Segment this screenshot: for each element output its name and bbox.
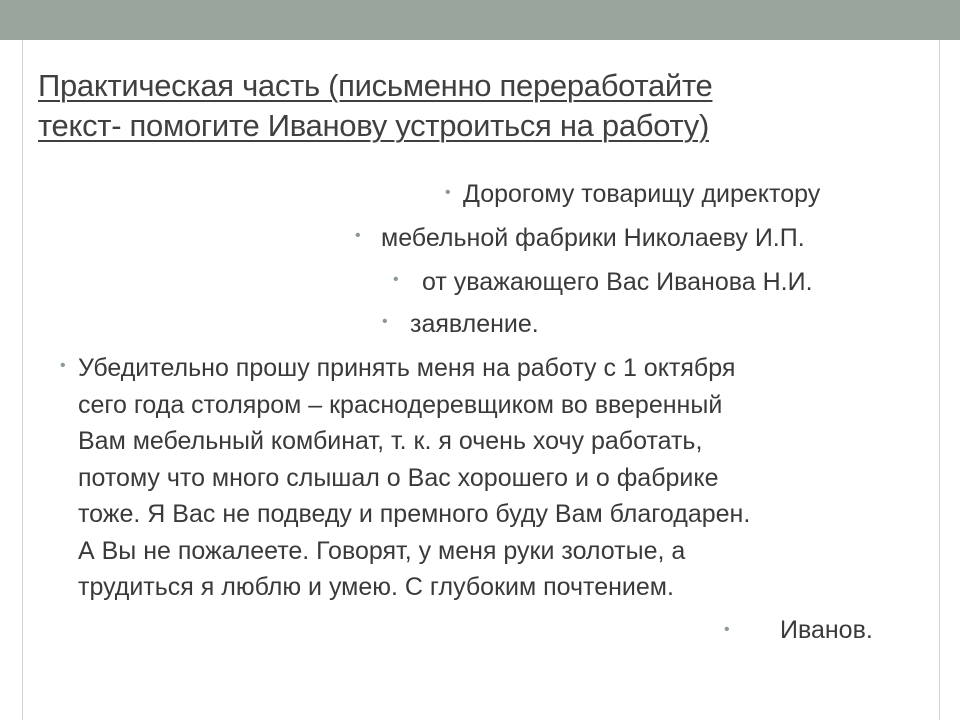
signature: Иванов. bbox=[780, 616, 873, 644]
sender-line: от уважающего Вас Иванова Н.И. bbox=[422, 268, 813, 296]
bullet-icon: • bbox=[382, 313, 388, 330]
application-body bbox=[78, 350, 918, 606]
slide-title bbox=[38, 66, 918, 146]
bullet-icon: • bbox=[445, 184, 451, 201]
right-border-line bbox=[939, 40, 940, 720]
title-line: Практическая часть (письменно переработайте bbox=[38, 68, 713, 103]
body-line: потому что много слышал о Вас хорошего и о фабрике bbox=[78, 463, 719, 492]
bullet-icon: • bbox=[60, 357, 66, 374]
document-type-line: заявление. bbox=[410, 310, 539, 338]
top-band bbox=[0, 0, 960, 40]
bullet-icon: • bbox=[355, 227, 361, 244]
body-line: А Вы не пожалеете. Говорят, у меня руки золотые, а bbox=[78, 536, 686, 565]
body-line: сего года столяром – краснодеревщиком во вверенный bbox=[78, 390, 723, 419]
body-line: тоже. Я Вас не подведу и премного буду Вам благодарен. bbox=[78, 500, 751, 528]
body-line: трудиться я люблю и умею. С глубоким почтением. bbox=[78, 573, 674, 601]
bullet-icon: • bbox=[724, 621, 730, 638]
left-border-line bbox=[22, 40, 23, 720]
organization-line: мебельной фабрики Николаеву И.П. bbox=[381, 224, 805, 252]
body-line: Вам мебельный комбинат, т. к. я очень хочу работать, bbox=[78, 427, 703, 455]
body-line: Убедительно прошу принять меня на работу с 1 октября bbox=[78, 354, 736, 382]
title-line: текст- помогите Иванову устроиться на работу) bbox=[38, 108, 709, 143]
addressee-line: Дорогому товарищу директору bbox=[463, 180, 821, 208]
bullet-icon: • bbox=[393, 271, 399, 288]
